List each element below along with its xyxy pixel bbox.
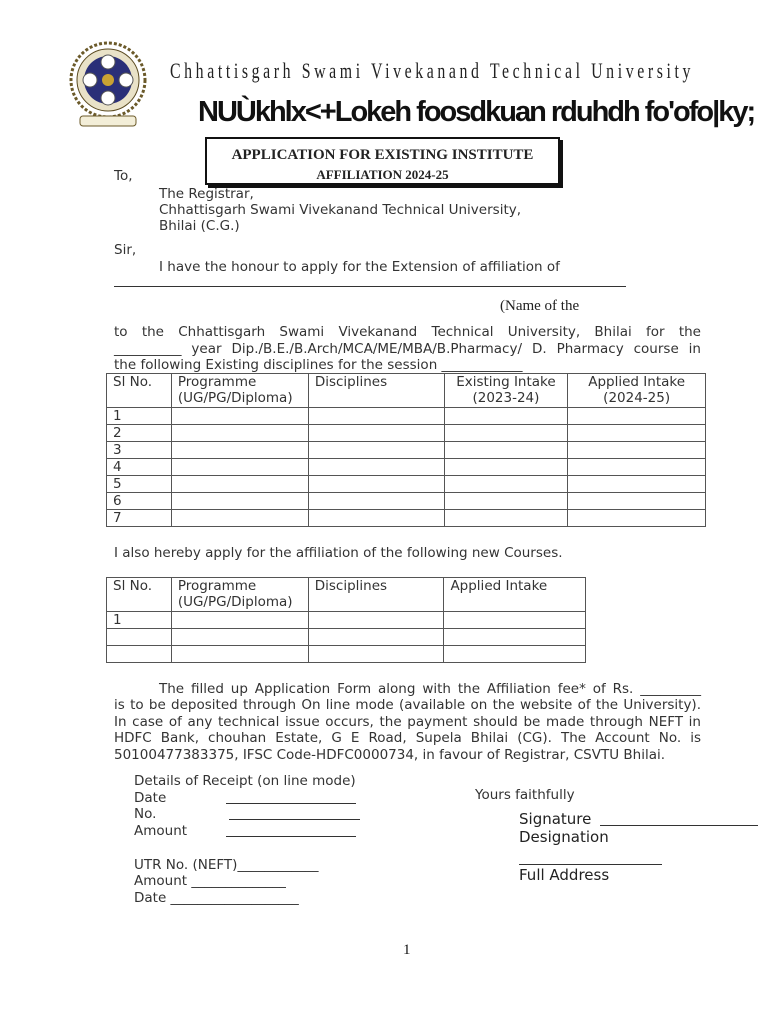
institute-name-line xyxy=(114,286,626,287)
body-line-3: the following Existing disciplines for the session ____________ xyxy=(114,357,523,373)
table-row xyxy=(107,476,706,493)
address-blank-line xyxy=(519,852,662,865)
sl-no-cell xyxy=(107,646,172,663)
existing-disciplines-table xyxy=(106,373,706,527)
table-cell xyxy=(171,493,308,510)
table-row xyxy=(107,442,706,459)
header-applied-intake: Applied Intake xyxy=(444,578,586,612)
sl-no-cell: 4 xyxy=(107,459,172,476)
university-name: Chhattisgarh Swami Vivekanand Technical University xyxy=(170,58,695,83)
header-programme: Programme (UG/PG/Diploma) xyxy=(171,374,308,408)
table-row xyxy=(107,408,706,425)
header-existing-intake: Existing Intake (2023-24) xyxy=(444,374,568,408)
table-cell xyxy=(444,646,586,663)
salutation: Sir, xyxy=(114,242,137,258)
table-cell xyxy=(171,408,308,425)
table-cell xyxy=(308,476,444,493)
table-cell xyxy=(171,510,308,527)
table-row xyxy=(107,425,706,442)
name-of-the-label: (Name of the xyxy=(500,298,580,314)
table-cell xyxy=(444,459,568,476)
table-header-row xyxy=(107,374,706,408)
sl-no-cell: 1 xyxy=(107,612,172,629)
table-cell xyxy=(444,612,586,629)
receipt-date-line xyxy=(226,791,356,804)
table-cell xyxy=(444,629,586,646)
sl-no-cell: 6 xyxy=(107,493,172,510)
table-cell xyxy=(444,510,568,527)
university-name-hindi: NUÙkhlx<+Lokeh foosdkuan rduhdh fo'ofo|ky; xyxy=(198,96,755,128)
fee-line-1: The filled up Application Form along with the Affiliation fee* of Rs. _________ xyxy=(159,681,701,697)
fee-line-3: In case of any technical issue occurs, the payment should be made through NEFT in xyxy=(114,714,701,730)
sl-no-cell: 3 xyxy=(107,442,172,459)
header-sl-no: Sl No. xyxy=(107,374,172,408)
sl-no-cell: 7 xyxy=(107,510,172,527)
table-cell xyxy=(444,493,568,510)
table-cell xyxy=(308,612,444,629)
receipt-no-label: No. xyxy=(134,806,157,822)
header-sl-no: Sl No. xyxy=(107,578,172,612)
sl-no-cell: 1 xyxy=(107,408,172,425)
table-row xyxy=(107,612,586,629)
header-programme: Programme (UG/PG/Diploma) xyxy=(171,578,308,612)
table-row xyxy=(107,646,586,663)
table-cell xyxy=(568,459,706,476)
table-header-row xyxy=(107,578,586,612)
header-disciplines: Disciplines xyxy=(308,578,444,612)
to-label: To, xyxy=(114,168,133,184)
page-number: 1 xyxy=(403,942,411,958)
title-line-2: AFFILIATION 2024-25 xyxy=(316,167,449,182)
receipt-heading: Details of Receipt (on line mode) xyxy=(134,773,356,789)
signature-label: Signature xyxy=(519,810,592,828)
designation-label: Designation xyxy=(519,828,609,846)
full-address-label: Full Address xyxy=(519,866,610,880)
new-courses-table xyxy=(106,577,586,663)
table-cell xyxy=(308,510,444,527)
table-cell xyxy=(444,425,568,442)
table-cell xyxy=(171,442,308,459)
table-cell xyxy=(568,476,706,493)
table-cell xyxy=(171,425,308,442)
table-cell xyxy=(444,408,568,425)
fee-line-5: 50100477383375, IFSC Code-HDFC0000734, in favour of Registrar, CSVTU Bhilai. xyxy=(114,747,666,763)
sl-no-cell xyxy=(107,629,172,646)
table-cell xyxy=(568,510,706,527)
receipt-date-label: Date xyxy=(134,790,167,806)
table-cell xyxy=(308,408,444,425)
fee-line-4: HDFC Bank, chouhan Estate, G E Road, Supela Bhilai (CG). The Account No. is xyxy=(114,730,701,746)
table-cell xyxy=(308,493,444,510)
body-line-2: __________ year Dip./B.E./B.Arch/MCA/ME/MBA/B.Pharmacy/ D. Pharmacy course in xyxy=(114,341,701,357)
table-cell xyxy=(568,425,706,442)
header-applied-intake: Applied Intake (2024-25) xyxy=(568,374,706,408)
body-line-1: to the Chhattisgarh Swami Vivekanand Technical University, Bhilai for the xyxy=(114,324,701,340)
address-line-1: The Registrar, xyxy=(159,186,254,202)
table-cell xyxy=(568,442,706,459)
table-cell xyxy=(171,629,308,646)
sl-no-cell: 2 xyxy=(107,425,172,442)
table-cell xyxy=(308,442,444,459)
table-cell xyxy=(171,646,308,663)
table-cell xyxy=(568,493,706,510)
title-box xyxy=(205,137,560,185)
address-line-2: Chhattisgarh Swami Vivekanand Technical University, xyxy=(159,202,522,218)
table-cell xyxy=(308,629,444,646)
header-disciplines: Disciplines xyxy=(308,374,444,408)
fee-line-2: is to be deposited through On line mode (available on the website of the University). xyxy=(114,697,701,713)
neft-date-field: Date ___________________ xyxy=(134,890,299,906)
title-line-1: APPLICATION FOR EXISTING INSTITUTE xyxy=(231,147,534,163)
receipt-amount-line xyxy=(226,824,356,837)
table-row xyxy=(107,629,586,646)
receipt-amount-label: Amount xyxy=(134,823,188,839)
table-cell xyxy=(444,442,568,459)
sl-no-cell: 5 xyxy=(107,476,172,493)
table-cell xyxy=(308,646,444,663)
table-cell xyxy=(308,425,444,442)
table-cell xyxy=(568,408,706,425)
table-cell xyxy=(444,476,568,493)
receipt-no-line xyxy=(229,807,360,820)
table-row xyxy=(107,493,706,510)
table-cell xyxy=(308,459,444,476)
table-row xyxy=(107,459,706,476)
table-cell xyxy=(171,612,308,629)
neft-amount-field: Amount ______________ xyxy=(134,873,286,889)
yours-faithfully: Yours faithfully xyxy=(475,787,575,803)
university-logo xyxy=(68,40,148,132)
intro-text: I have the honour to apply for the Extension of affiliation of xyxy=(159,259,560,275)
utr-no-field: UTR No. (NEFT)____________ xyxy=(134,857,319,873)
table-row xyxy=(107,510,706,527)
table-cell xyxy=(171,476,308,493)
table-cell xyxy=(171,459,308,476)
signature-line xyxy=(600,811,758,826)
address-line-3: Bhilai (C.G.) xyxy=(159,218,240,234)
new-courses-intro: I also hereby apply for the affiliation of the following new Courses. xyxy=(114,545,563,561)
